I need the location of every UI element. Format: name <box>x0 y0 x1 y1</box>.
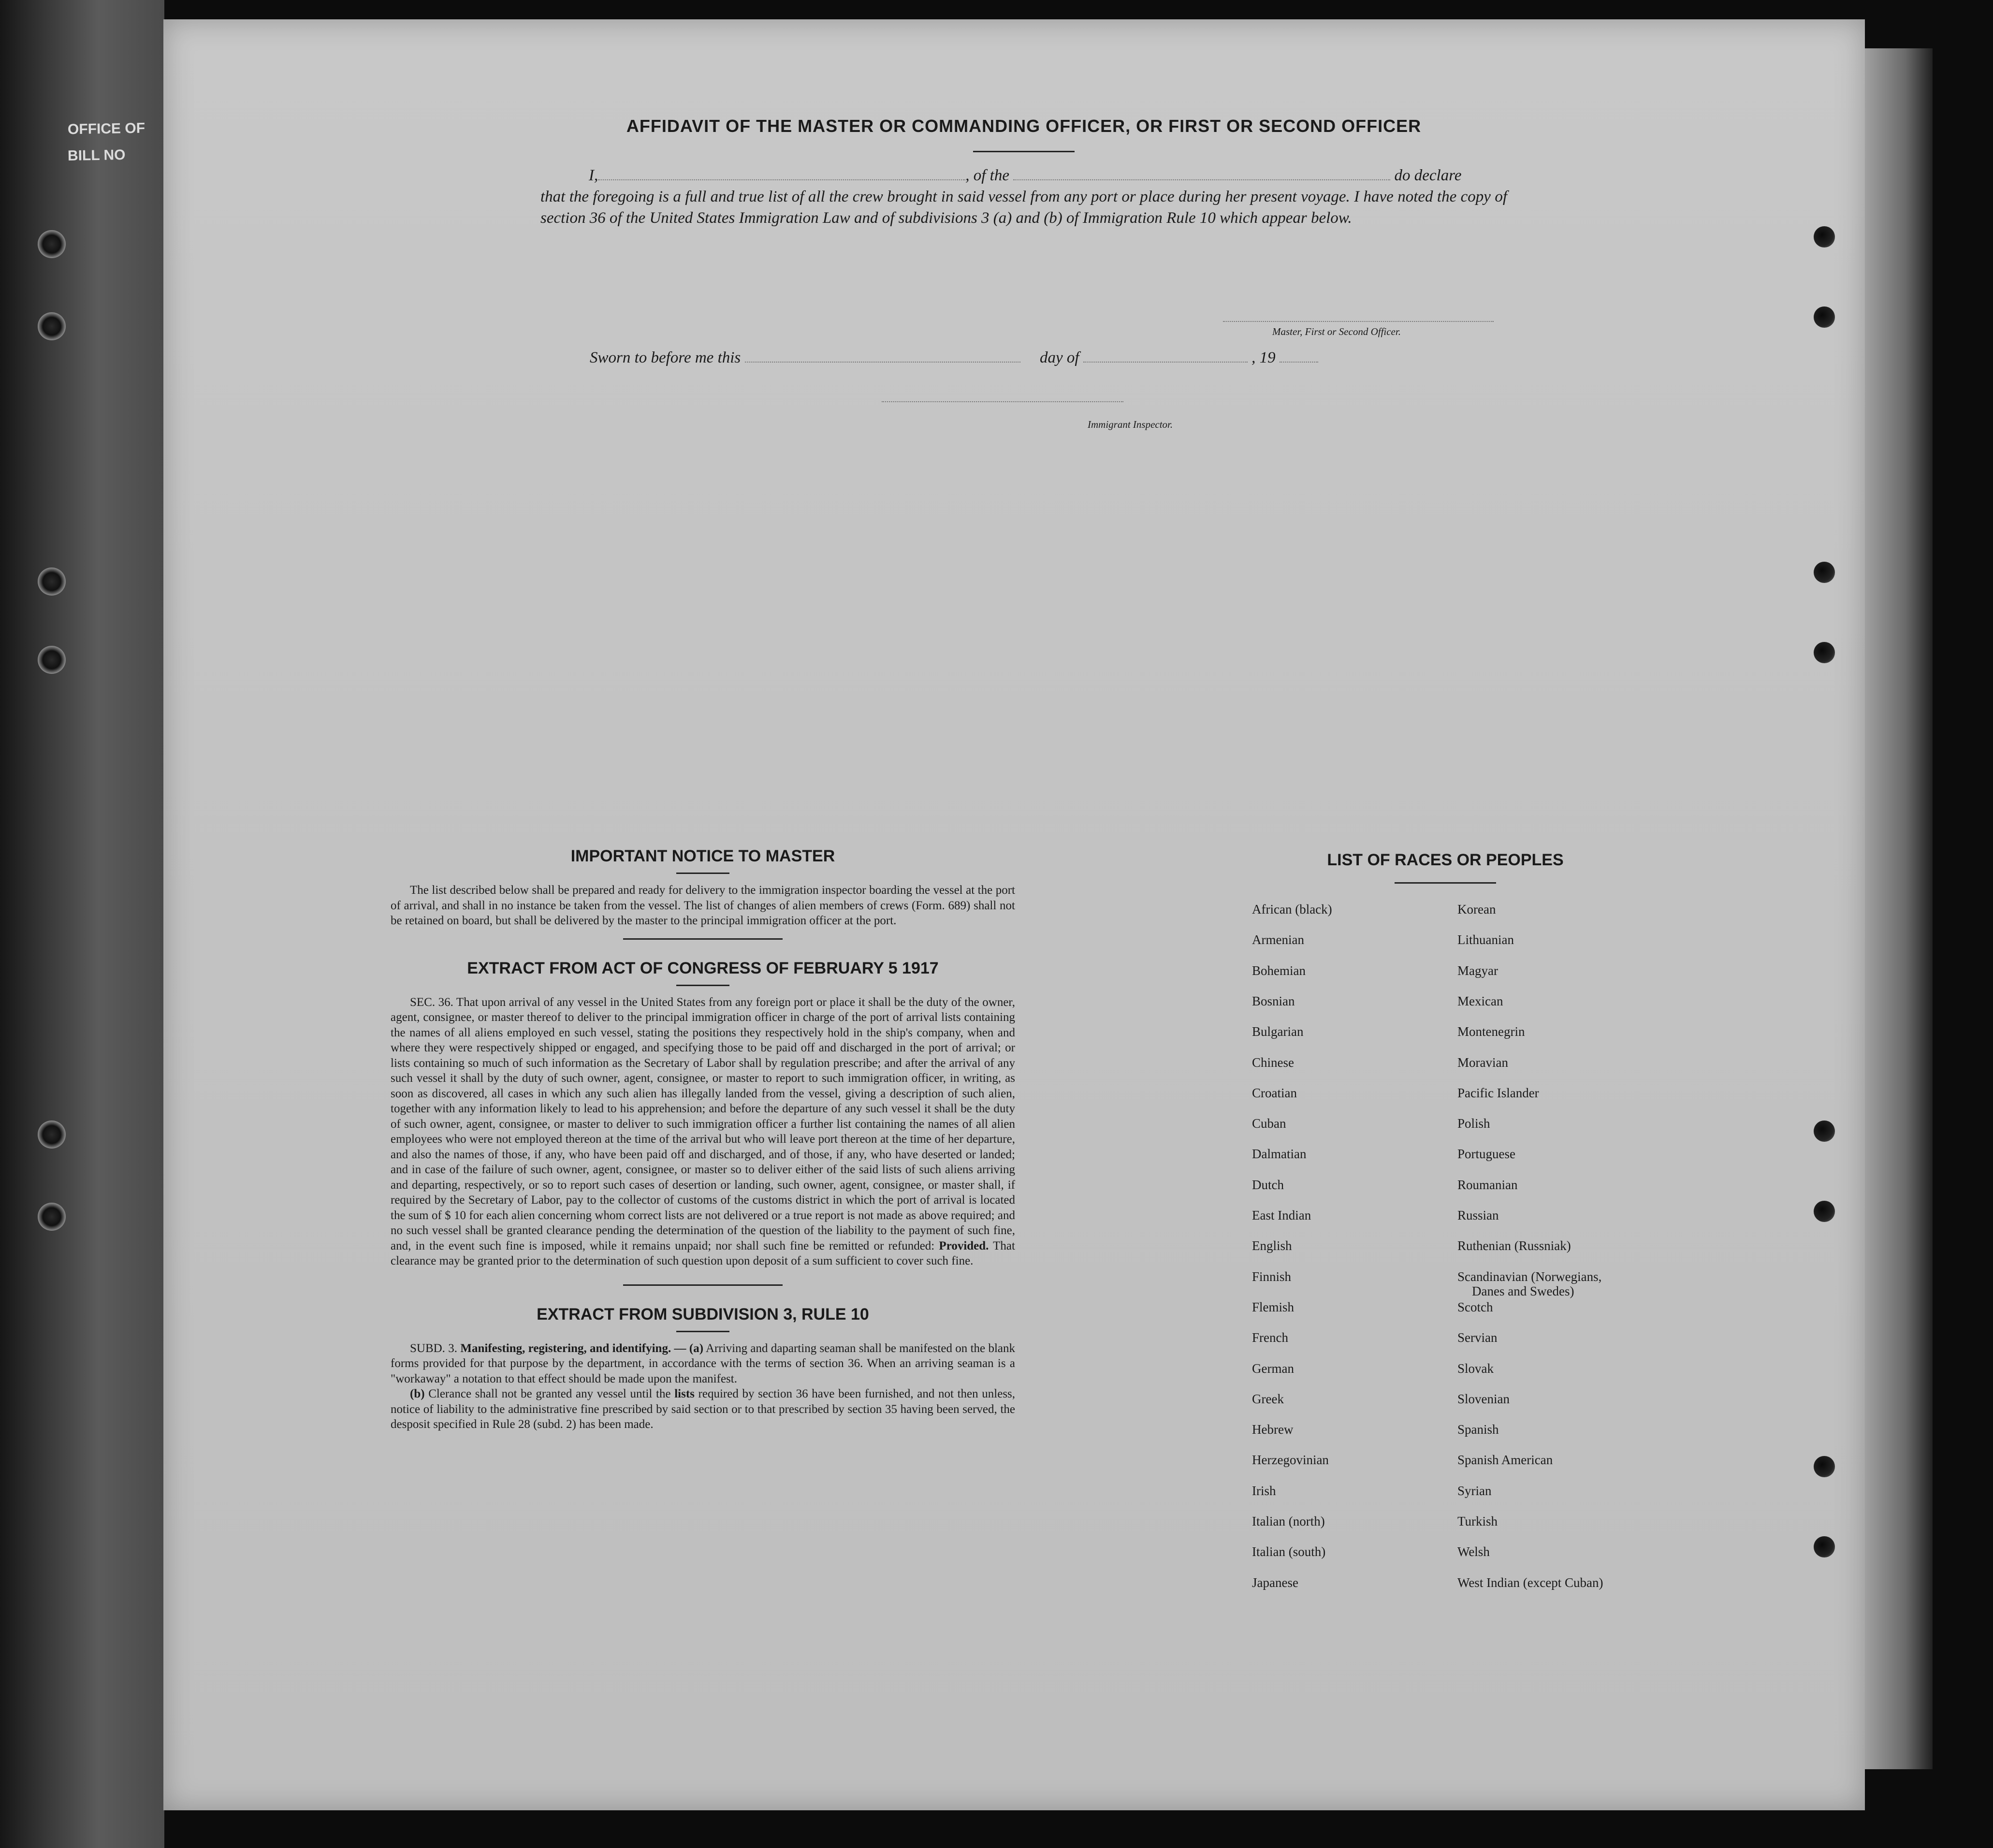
sworn-line <box>590 347 1318 367</box>
race-item: Pacific Islander <box>1457 1085 1539 1100</box>
title-divider <box>973 151 1075 152</box>
race-item: Korean <box>1457 902 1496 917</box>
race-item: Montenegrin <box>1457 1024 1525 1039</box>
race-item: Slovak <box>1457 1361 1494 1376</box>
punch-hole-icon <box>1814 226 1835 247</box>
race-item: Portuguese <box>1457 1147 1515 1162</box>
race-item: Roumanian <box>1457 1177 1518 1192</box>
master-caption: Master, First or Second Officer. <box>1272 326 1401 337</box>
race-item: English <box>1252 1238 1292 1253</box>
affidavit-of-the-label: , of the <box>965 167 1009 184</box>
binding-strip <box>0 0 164 1848</box>
inspector-signature-line[interactable] <box>882 401 1123 402</box>
punch-hole-icon <box>1814 1201 1835 1222</box>
race-item: Syrian <box>1457 1483 1492 1498</box>
rule10-divider <box>676 1331 729 1332</box>
act-text-post: That clearance may be granted prior to the determination of such question upon deposit of a sum sufficient to cover such fine. <box>391 1239 1015 1267</box>
inspector-caption: Immigrant Inspector. <box>1088 419 1173 430</box>
rule10-subd-b <box>391 1386 1015 1432</box>
race-item: Ruthenian (Russniak) <box>1457 1238 1571 1253</box>
race-item: Spanish American <box>1457 1453 1553 1468</box>
race-item: Finnish <box>1252 1269 1292 1284</box>
section-divider <box>623 1284 783 1286</box>
races-divider <box>1395 882 1496 884</box>
race-item: Italian (south) <box>1252 1544 1326 1559</box>
race-item: French <box>1252 1330 1288 1345</box>
affidavit-statement: that the foregoing is a full and true list of all the crew brought in said vessel from any port or place during her present voyage. I have noted the copy of section 36 of the United States Immigration Law and of subdivisions 3 (a) and (b) of Immigration Rule 10 which appear below. <box>540 188 1507 227</box>
year-label: , 19 <box>1251 349 1276 366</box>
race-item: Moravian <box>1457 1055 1508 1070</box>
race-item: West Indian (except Cuban) <box>1457 1575 1603 1590</box>
race-item: Hebrew <box>1252 1422 1294 1437</box>
rule10-title: EXTRACT FROM SUBDIVISION 3, RULE 10 <box>537 1305 869 1324</box>
binder-hole-icon <box>38 1203 66 1231</box>
act-body <box>391 995 1015 1269</box>
sworn-day-field[interactable] <box>745 347 1020 363</box>
race-item: Servian <box>1457 1330 1498 1345</box>
day-of-label: day of <box>1040 349 1079 366</box>
race-item: Italian (north) <box>1252 1514 1325 1528</box>
race-item: Dalmatian <box>1252 1147 1307 1162</box>
race-item: German <box>1252 1361 1294 1376</box>
races-title: LIST OF RACES OR PEOPLES <box>1327 851 1564 869</box>
name-field[interactable] <box>598 165 965 180</box>
affidavit-i-label: I, <box>589 167 598 184</box>
vessel-field[interactable] <box>1013 165 1390 180</box>
affidavit-body <box>540 165 1507 229</box>
stub-label-office: OFFICE OF <box>67 120 145 138</box>
punch-hole-icon <box>1814 1456 1835 1477</box>
race-item: Russian <box>1457 1208 1499 1222</box>
subd-b-text-1: Clerance shall not be granted any vessel until the <box>428 1387 671 1400</box>
act-divider <box>676 985 729 986</box>
subd-b-lists: lists <box>674 1387 695 1400</box>
master-signature-line[interactable] <box>1223 321 1494 322</box>
race-item: Bulgarian <box>1252 1024 1304 1039</box>
race-item: Flemish <box>1252 1299 1295 1314</box>
race-item: Dutch <box>1252 1177 1284 1192</box>
race-item: East Indian <box>1252 1208 1311 1222</box>
subd-a-label: — (a) <box>674 1341 704 1355</box>
subd-b-text-2: required by section 36 have been furnished, and not then unless, notice of liability to the administrative fine prescribed by said section or to that prescribed by section 35 having been served, the desposit specified in Rule 28 (subd. 2) has been made. <box>391 1387 1016 1431</box>
race-item: Scotch <box>1457 1299 1493 1314</box>
race-item: Mexican <box>1457 993 1503 1008</box>
subd-a-text: Arriving and daparting seaman shall be manifested on the blank forms provided for that purpose by the department, in accordance with the terms of section 36. When an arriving seaman is a "workaway" a notation to that effect should be made upon the manifest. <box>391 1341 1016 1385</box>
race-item: Herzegovinian <box>1252 1453 1329 1468</box>
punch-hole-icon <box>1814 1120 1835 1142</box>
race-item: Chinese <box>1252 1055 1294 1070</box>
race-item: Danes and Swedes) <box>1472 1283 1574 1298</box>
act-text: SEC. 36. That upon arrival of any vessel in the United States from any foreign port or place it shall be the duty of the owner, agent, consignee, or master thereof to deliver to the principal immigration officer in charge of the port of arrival lists containing the names of all aliens employed en such vessel, stating the positions they respectively hold in the ship's company, when and where they were respectively shipped or engaged, and specifying those to be paid off and discharged in the port of arrival; or lists containing so much of such information as the Secretary of Labor shall by regulation prescribe; and after the arrival of any such vessel it shall by the duty of such owner, agent, consignee, or master to report to such immigration officer, in writing, as soon as discovered, all cases in which any such alien has illegally landed from the vessel, giving a description of such alien, together with any information likely to lead to his apprehension; and before the departure of any such vessel it shall be the duty of such owner, agent, consignee, or master to deliver to such immigration officer a further list containing the names of all alien employees who were not employed thereon at the time of the arrival but who will leave port thereon at the time of her departure, and also the names of those, if any, who have been paid off and discharged, and of those, if any, who have deserted or landed; and in case of the failure of such owner, agent, consignee, or master so to deliver either of the said lists of such aliens arriving and departing, respectively, or so to report such cases of desertion or landing, such owner, agent, consignee, or master shall, if required by the Secretary of Labor, pay to the collector of customs of the customs district in which the port of arrival is located the sum of $ 10 for each alien concerning whom correct lists are not delivered or a true report is not made as above required; and no such vessel shall be granted clearance pending the determination of the question of the liability to the payment of such fine, and, in the event such fine is imposed, while it remains unpaid; nor shall such fine be remitted or refunded: <box>391 995 1015 1252</box>
race-item: Lithuanian <box>1457 932 1514 947</box>
race-item: Scandinavian (Norwegians, <box>1457 1269 1602 1284</box>
act-provided: Provided. <box>939 1239 989 1252</box>
binder-hole-icon <box>38 230 66 258</box>
act-title: EXTRACT FROM ACT OF CONGRESS OF FEBRUARY 5 1917 <box>467 959 939 977</box>
binder-hole-icon <box>38 1120 66 1149</box>
affidavit-do-declare: do declare <box>1394 167 1462 184</box>
race-item: Croatian <box>1252 1085 1297 1100</box>
race-item: Cuban <box>1252 1116 1286 1131</box>
race-item: Bosnian <box>1252 993 1295 1008</box>
notice-body <box>391 883 1015 929</box>
race-item: Polish <box>1457 1116 1490 1131</box>
race-item: Japanese <box>1252 1575 1298 1590</box>
race-item: Welsh <box>1457 1544 1490 1559</box>
subd-label: SUBD. 3. <box>410 1341 458 1355</box>
section-divider <box>623 938 783 940</box>
race-item: Greek <box>1252 1391 1284 1406</box>
rule10-subd-a <box>391 1341 1015 1387</box>
notices-column <box>391 847 1015 1432</box>
punch-hole-icon <box>1814 306 1835 328</box>
race-item: Irish <box>1252 1483 1276 1498</box>
affidavit-section <box>540 116 1507 229</box>
punch-hole-icon <box>1814 642 1835 663</box>
sworn-year-field[interactable] <box>1280 347 1318 363</box>
subd-heading: Manifesting, registering, and identifying. <box>460 1341 671 1355</box>
sworn-month-field[interactable] <box>1083 347 1248 363</box>
race-item: Bohemian <box>1252 963 1306 978</box>
notice-text: The list described below shall be prepared and ready for delivery to the immigration inspector boarding the vessel at the port of arrival, and shall in no instance be taken from the vessel. The list of changes of alien members of crews (Form. 689) shall not be retained on board, but shall be delivered by the master to the principal immigration officer at the port. <box>391 884 1015 927</box>
affidavit-title: AFFIDAVIT OF THE MASTER OR COMMANDING OFFICER, OR FIRST OR SECOND OFFICER <box>626 116 1422 136</box>
punch-hole-icon <box>1814 562 1835 583</box>
race-item: Turkish <box>1457 1514 1498 1528</box>
punch-hole-icon <box>1814 1536 1835 1557</box>
binder-hole-icon <box>38 567 66 596</box>
notice-title: IMPORTANT NOTICE TO MASTER <box>570 847 835 865</box>
race-item: Spanish <box>1457 1422 1499 1437</box>
subd-b-label: (b) <box>410 1387 425 1400</box>
race-item: African (black) <box>1252 902 1332 917</box>
race-item: Slovenian <box>1457 1391 1510 1406</box>
race-item: Magyar <box>1457 963 1498 978</box>
race-item: Armenian <box>1252 932 1304 947</box>
binder-hole-icon <box>38 646 66 674</box>
underlying-sheet <box>1865 48 1933 1769</box>
notice-divider <box>676 873 729 874</box>
binder-hole-icon <box>38 312 66 340</box>
races-list-section <box>1247 851 1644 1590</box>
stub-label-bill: BILL NO <box>67 146 126 164</box>
sworn-label: Sworn to before me this <box>590 349 741 366</box>
